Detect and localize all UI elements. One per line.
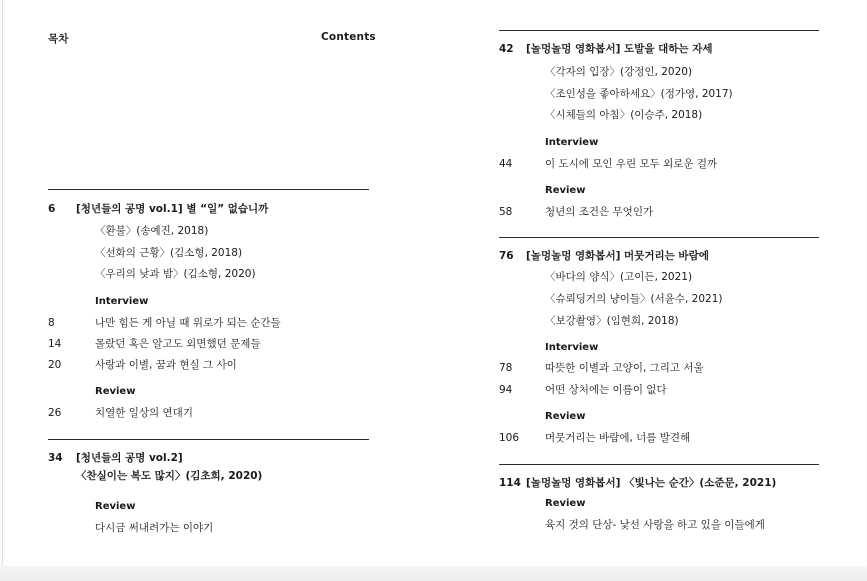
film-entry[interactable]: 〈우리의 낮과 밤〉(김소형, 2020) [95,268,256,280]
toc-heading-korean: 목차 [48,33,69,45]
film-entry[interactable]: 〈보강촬영〉(임현희, 2018) [545,315,679,327]
page-number: 42 [499,43,514,55]
section-divider [48,439,369,440]
toc-heading-english: Contents [321,31,376,43]
page-number: 76 [499,250,514,262]
entry-title: 나만 힘든 게 아닐 때 위로가 되는 순간들 [95,317,281,329]
section-title: [놀멍놀멍 영화봅서] 머뭇거리는 바람에 [526,250,709,262]
entry-title: 따뜻한 이별과 고양이, 그리고 서울 [545,362,704,374]
entry-title[interactable]: 다시금 써내려가는 이야기 [95,522,214,534]
entry-title: 청년의 조건은 무엇인가 [545,206,654,218]
page-number: 44 [499,158,513,170]
page-number: 106 [499,432,520,444]
review-label: Review [545,185,586,196]
section-divider [499,237,819,238]
page-number: 20 [48,359,62,371]
page-number: 26 [48,407,62,419]
page-number: 114 [499,477,521,489]
interview-label: Interview [545,342,599,353]
page-number: 8 [48,317,55,329]
page-number: 58 [499,206,513,218]
section-divider [499,464,819,465]
entry-title: 머뭇거리는 바람에, 너를 발견해 [545,432,691,444]
review-label: Review [545,411,586,422]
section-title: [청년들의 공명 vol.1] 별 “일” 없습니까 [76,203,269,215]
film-entry[interactable]: 〈시체들의 아침〉(이승주, 2018) [545,109,703,121]
review-label: Review [95,386,136,397]
film-entry[interactable]: 〈조인성을 좋아하세요〉(정가영, 2017) [545,88,733,100]
review-label: Review [95,501,136,512]
page-number: 94 [499,384,513,396]
section-title: [청년들의 공명 vol.2] [76,452,183,464]
section-divider [499,30,819,31]
page-number: 78 [499,362,513,374]
page-number: 34 [48,452,63,464]
section-divider [48,189,369,190]
page-number: 14 [48,338,62,350]
page-shadow [0,566,867,581]
entry-title: 사랑과 이별, 꿈과 현실 그 사이 [95,359,237,371]
entry-title[interactable]: 육지 것의 단상- 낯선 사랑을 하고 있을 이들에게 [545,519,765,531]
film-entry[interactable]: 〈바다의 양식〉(고이든, 2021) [545,271,693,283]
page-number: 6 [48,203,56,215]
entry-title: 치열한 일상의 연대기 [95,407,193,419]
film-entry[interactable]: 〈각자의 입장〉(강정인, 2020) [545,66,693,78]
interview-label: Interview [95,296,149,307]
film-entry[interactable]: 〈선화의 근황〉(김소형, 2018) [95,247,243,259]
entry-title: 이 도시에 모인 우린 모두 외로운 걸까 [545,158,718,170]
entry-title: 몰랐던 혹은 알고도 외면했던 문제들 [95,338,261,350]
section-title: [놀멍놀멍 영화봅서] 〈빛나는 순간〉(소준문, 2021) [526,477,777,489]
entry-title: 어떤 상처에는 이름이 없다 [545,384,667,396]
film-entry[interactable]: 〈슈뢰딩거의 냥이들〉(서윤수, 2021) [545,293,723,305]
review-label: Review [545,498,586,509]
section-title: [놀멍놀멍 영화봅서] 도발을 대하는 자세 [526,43,713,55]
interview-label: Interview [545,137,599,148]
film-entry[interactable]: 〈환불〉(송예진, 2018) [95,225,209,237]
section-subtitle[interactable]: 〈찬실이는 복도 많지〉(김초희, 2020) [76,470,263,482]
